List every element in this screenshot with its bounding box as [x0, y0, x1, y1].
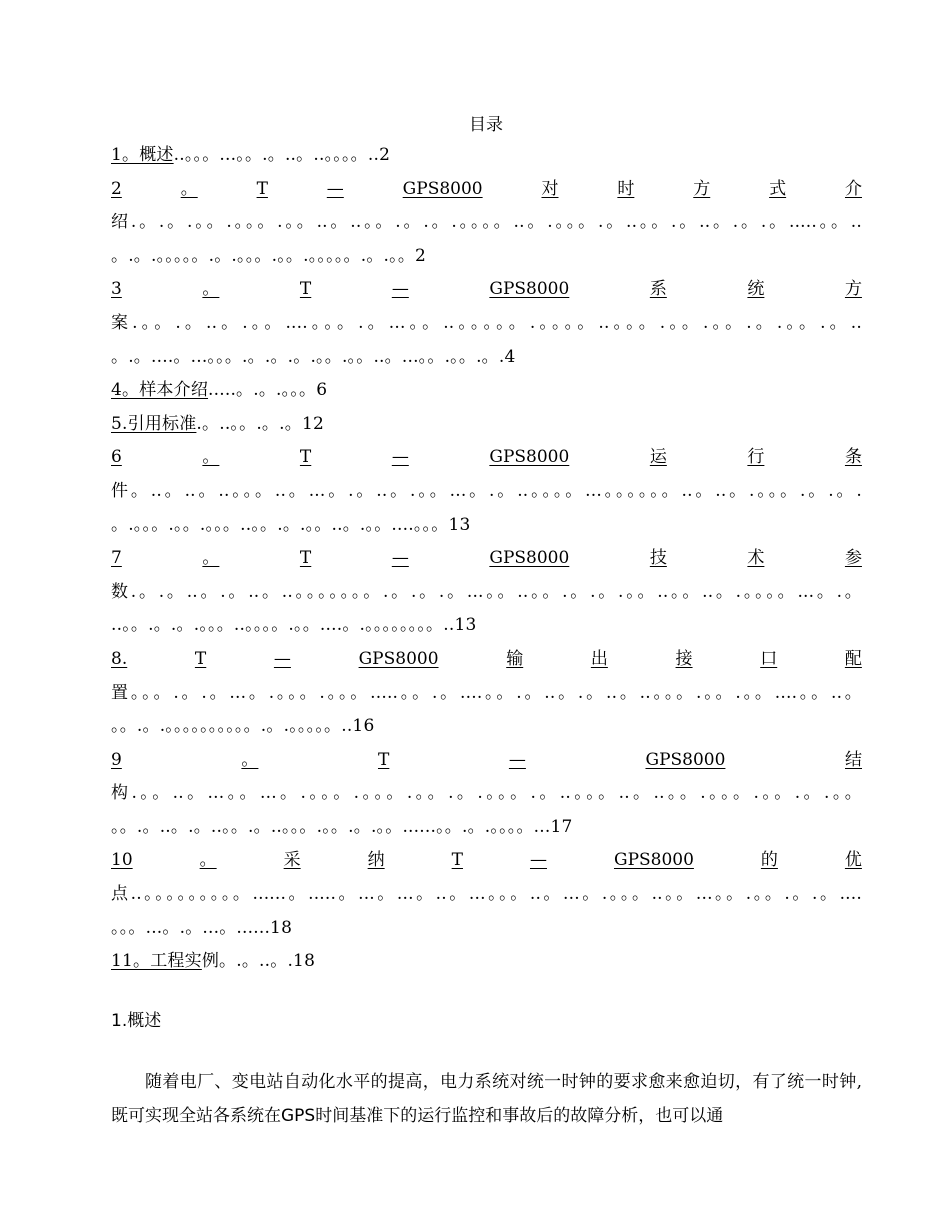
toc-entry-line[interactable]: ..。。.。.。.。。。..。。。。.。。....。.。。。。。。。。..13 — [111, 615, 477, 636]
toc-heading-part: 6 — [111, 447, 122, 468]
toc-entry[interactable] — [111, 744, 862, 845]
toc-entry[interactable] — [111, 643, 862, 744]
toc-entry-line[interactable]: 4。样本介绍.....。.。.。。。6 — [111, 380, 328, 401]
toc-heading-part: 。 — [202, 447, 220, 468]
toc-heading-part: T — [299, 548, 312, 569]
toc-entry-line[interactable]: 。。.。.。。。。。。。。。。.。.。。。。。..16 — [111, 716, 375, 737]
toc-entry[interactable] — [111, 273, 862, 374]
toc-heading-part: 9 — [111, 749, 122, 770]
toc-heading-part: 系 — [649, 279, 667, 300]
section-paragraph — [111, 1066, 862, 1133]
toc-heading-part: — — [391, 447, 409, 468]
toc-heading-part: 技 — [649, 548, 667, 569]
toc-heading-part: 结 — [845, 749, 862, 770]
toc-heading-part: — — [391, 548, 409, 569]
toc-entry-line[interactable]: 案.。。.。..。.。。....。。。.。...。。..。。。。。.。。。。..。。。.。。.。。.。.。。.。.. — [111, 312, 862, 333]
toc-heading-part: 优 — [844, 850, 862, 871]
toc-entry-title: 1。概述 — [111, 145, 174, 165]
toc-heading-part: 7 — [111, 548, 122, 569]
toc-entry-line[interactable]: 数.。.。..。.。..。..。。。。。。。.。.。.。...。。..。。.。.。.。。..。。..。.。。。。...。.。 — [111, 581, 862, 602]
toc-entry[interactable] — [111, 542, 862, 643]
toc-heading-part: GPS8000 — [489, 548, 570, 569]
toc-heading-part: GPS8000 — [402, 178, 483, 199]
toc-heading-part: 接 — [675, 648, 693, 669]
toc-heading-part: T — [451, 850, 463, 871]
paragraph-text-2: 时间基准下的运行监控和事故后的故障分析，也可以通 — [315, 1105, 724, 1126]
toc-heading-part: — — [273, 648, 291, 669]
toc-heading-part: T — [299, 279, 312, 300]
toc-entry[interactable] — [111, 139, 862, 173]
toc-heading-part: 采 — [283, 850, 301, 871]
toc-heading-part: 的 — [760, 850, 778, 871]
toc-heading-part: — — [508, 749, 526, 770]
toc-entry-line[interactable]: 。.。.。。。。。.。.。。。.。。.。。。。。.。.。。2 — [111, 245, 427, 266]
paragraph-text-1: 随着电厂、变电站自动化水平的提高，电力系统对统一时钟的要求愈来愈迫切，有了统一时钟,既可实现全站各系统在 — [111, 1072, 862, 1126]
toc-entry[interactable] — [111, 173, 862, 274]
toc-heading-part: — — [529, 850, 547, 871]
toc-heading-part: 输 — [506, 648, 524, 669]
toc-heading-part: 介 — [844, 178, 862, 199]
toc-heading-part: 3 — [111, 279, 122, 300]
paragraph-gps: GPS — [281, 1105, 316, 1126]
toc-entry-heading[interactable] — [111, 744, 862, 778]
toc-heading-part: 条 — [844, 447, 862, 468]
toc-entry-line[interactable]: 。。.。..。.。..。。.。..。。。.。。.。.。。......。。.。.。。。。...17 — [111, 816, 573, 837]
toc-heading-part: GPS8000 — [645, 749, 726, 770]
toc-heading-part: GPS8000 — [358, 648, 439, 669]
toc-heading-part: 配 — [844, 648, 862, 669]
toc-entry-line[interactable]: 件。..。..。..。。。..。...。.。..。.。。...。.。..。。。。...。。。。。。..。..。.。。。.。.。. — [111, 480, 862, 501]
toc-heading-part: 10 — [111, 850, 133, 871]
toc-entry-heading[interactable] — [111, 273, 862, 307]
toc-entry-line[interactable]: 构.。。..。...。。...。.。。。.。。。.。。.。.。。。.。..。。。..。..。。.。。。.。。.。.。。 — [111, 783, 862, 804]
toc-entry-heading[interactable] — [111, 643, 862, 677]
toc-heading-part: 2 — [111, 178, 122, 199]
toc-heading-part: 。 — [199, 850, 217, 871]
toc-entry-title: 11。工程实 — [111, 951, 202, 972]
toc-heading-part: 。 — [202, 279, 220, 300]
toc-entry[interactable] — [111, 844, 862, 945]
toc-entry-title: 5.引用标准 — [111, 413, 197, 434]
toc-heading-part: 口 — [760, 648, 778, 669]
toc-entry-line[interactable]: 11。工程实例。.。..。.18 — [111, 951, 316, 972]
section-heading: 1.概述 — [111, 1011, 162, 1031]
toc-heading-part: 。 — [202, 548, 220, 569]
toc-entry-line[interactable]: 绍.。.。.。。.。。。.。。..。..。。.。.。.。。。。..。.。。。.。..。。.。..。.。.。.....。。.. — [111, 212, 862, 233]
toc-entry[interactable] — [111, 945, 862, 979]
toc-entry-line[interactable]: 1。概述..。。。...。。.。..。..。。。。..2 — [111, 145, 391, 165]
toc-entry[interactable] — [111, 374, 862, 408]
toc-entry[interactable] — [111, 408, 862, 442]
toc-heading-part: GPS8000 — [489, 279, 570, 300]
toc-entry[interactable] — [111, 441, 862, 542]
toc-entry-line[interactable]: 。.。....。...。。。.。.。.。.。。.。。..。...。。.。。.。.4 — [111, 346, 516, 367]
toc-heading-part: 时 — [617, 178, 635, 199]
toc-entry-heading[interactable] — [111, 173, 862, 207]
toc-heading-part: 出 — [590, 648, 608, 669]
toc-heading-part: — — [326, 178, 344, 199]
toc-heading-part: T — [194, 648, 207, 669]
toc-entry-heading[interactable] — [111, 542, 862, 576]
toc-heading-part: 参 — [844, 548, 862, 569]
table-of-contents — [111, 139, 862, 979]
toc-heading-part: T — [377, 749, 390, 770]
toc-heading-part: 式 — [769, 178, 787, 199]
toc-heading-part: 。 — [180, 178, 198, 199]
toc-heading-part: 统 — [747, 279, 765, 300]
toc-entry-line[interactable]: 。.。。。.。。.。。。..。。.。.。。..。.。。....。。。13 — [111, 514, 471, 535]
toc-title: 目录 — [469, 115, 503, 135]
toc-heading-part: GPS8000 — [489, 447, 570, 468]
toc-heading-part: 术 — [747, 548, 765, 569]
toc-heading-part: 方 — [693, 178, 711, 199]
toc-entry-title: 4。样本介绍 — [111, 380, 209, 401]
toc-heading-part: 对 — [541, 178, 559, 199]
toc-entry-heading[interactable] — [111, 844, 862, 878]
toc-heading-part: GPS8000 — [613, 850, 694, 871]
toc-heading-part: T — [256, 178, 268, 199]
toc-heading-part: 运 — [649, 447, 667, 468]
toc-heading-part: 。 — [241, 749, 259, 770]
toc-heading-part: 方 — [844, 279, 862, 300]
toc-heading-part: 行 — [747, 447, 765, 468]
toc-entry-line[interactable]: 点..。。。。。。。。。......。.....。...。...。..。...。。。..。...。.。。。..。。...。。.。。.。.。.... — [111, 884, 862, 905]
toc-entry-line[interactable]: 5.引用标准.。..。。.。.。12 — [111, 413, 324, 434]
toc-heading-part: 8. — [111, 648, 128, 669]
toc-heading-part: T — [299, 447, 312, 468]
toc-heading-part: 纳 — [367, 850, 385, 871]
toc-entry-line[interactable]: 。。。...。.。...。......18 — [111, 917, 293, 938]
toc-entry-line[interactable]: 置。。。.。.。...。.。。。.。。。.....。。.。....。。.。..。.。..。..。。。.。。.。。....。。..。 — [111, 682, 862, 703]
toc-entry-heading[interactable] — [111, 441, 862, 475]
toc-heading-part: — — [391, 279, 409, 300]
